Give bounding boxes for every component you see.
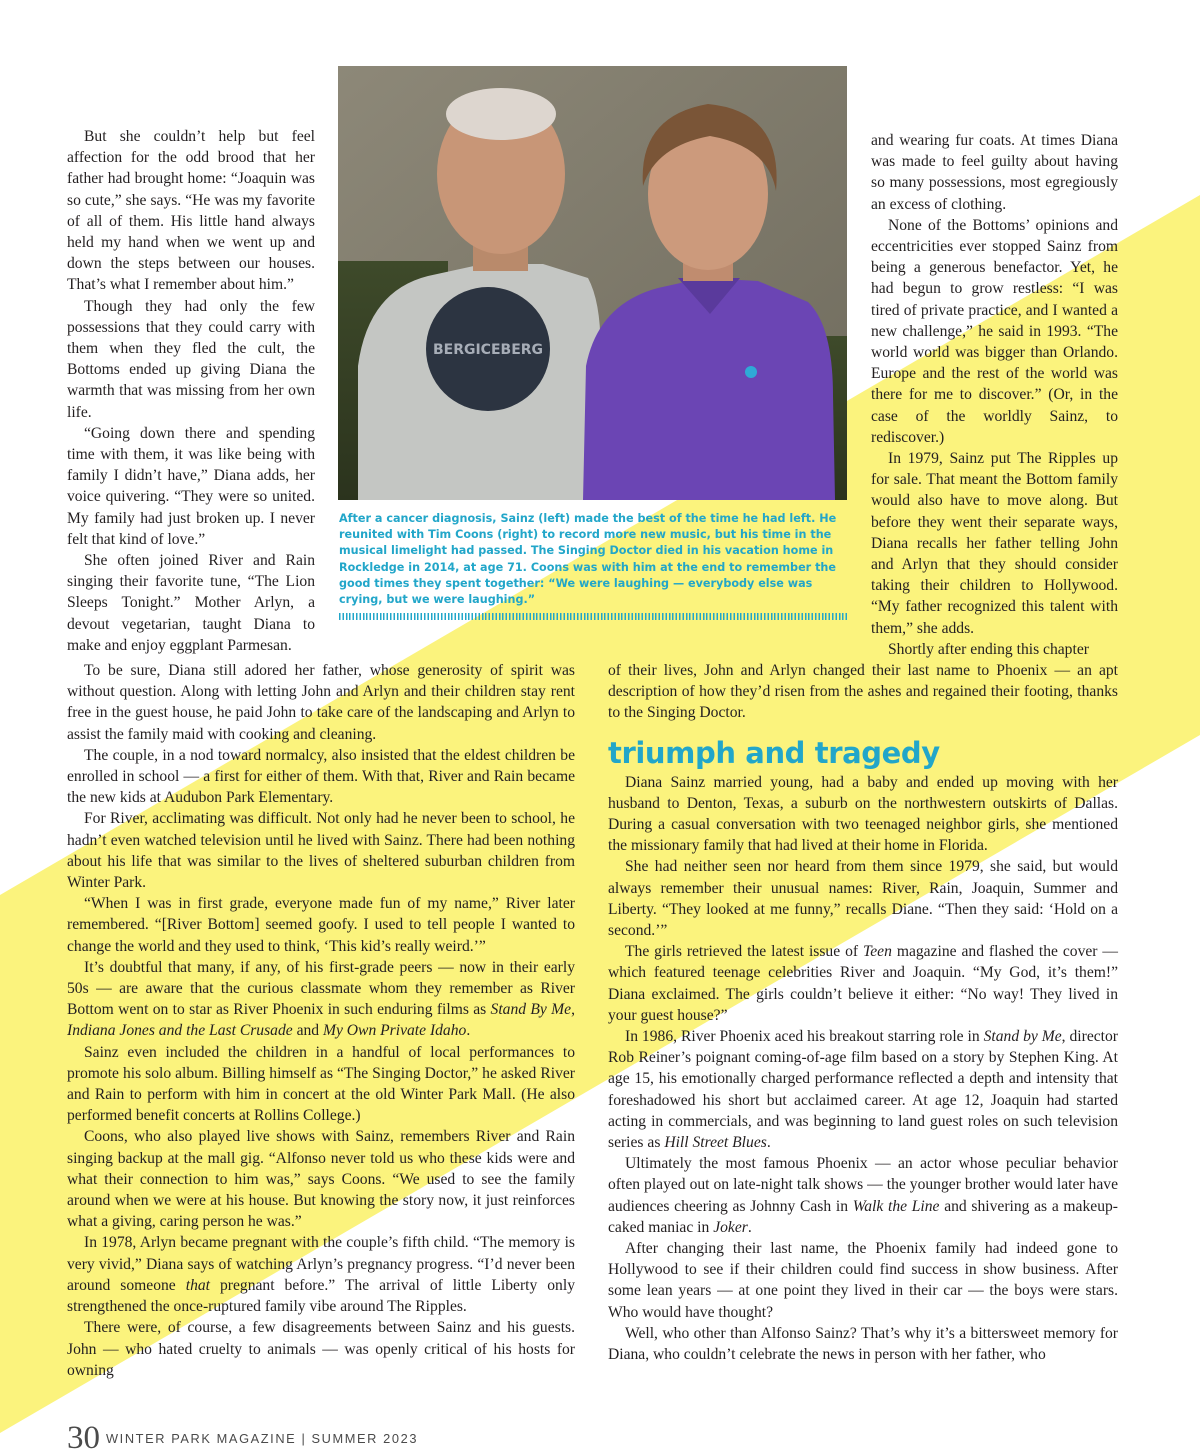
film-title: Stand by Me [983, 1028, 1062, 1046]
paragraph [67, 957, 575, 1042]
paragraph: After changing their last name, the Phoenix family had indeed gone to Hollywood to see if their children could find success in show business. After some lean years — at one point they lived in their car — the boys were stars. Who would have thought? [608, 1240, 1118, 1321]
magazine-name: WINTER PARK MAGAZINE | SUMMER 2023 [106, 1431, 419, 1446]
paragraph: Diana Sainz married young, had a baby and ended up moving with her husband to Denton, Texas, a suburb on the northwestern outskirts of Dallas. During a casual conversation with two teenaged neighbor girls, she mentioned the missionary family that had lived at their home in Florida. [608, 773, 1118, 855]
text-run: In 1986, River Phoenix aced his breakout starring role in [625, 1028, 980, 1046]
paragraph [608, 941, 1118, 1026]
paragraph: She often joined River and Rain singing their favorite tune, “The Lion Sleeps Tonight.” Mother Arlyn, a devout vegetarian, taught Diana to make and enjoy eggplant Parmesan. [67, 552, 315, 654]
paragraph: and wearing fur coats. At times Diana was made to feel guilty about having so many possessions, most egregiously an excess of clothing. [871, 132, 1118, 213]
text-run: , director Rob Reiner’s poignant coming-of-age film based on a story by Stephen King. At age 15, his emotionally charged performance reflected a depth and intensity that foreshadowed his short but acclaimed career. At age 12, Joaquin had started acting in commercials, and was beginning to land guest roles on such television series as [608, 1028, 1118, 1152]
emphasis: that [185, 1276, 210, 1294]
text-run: pregnant before.” The arrival of little Liberty only strengthened the once-ruptured family vibe around The Ripples. [67, 1276, 575, 1316]
text-run: . [747, 1218, 752, 1236]
folio [67, 1422, 418, 1455]
paragraph: Well, who other than Alfonso Sainz? That’s why it’s a bittersweet memory for Diana, who couldn’t celebrate the news in person with her father, who [608, 1324, 1118, 1364]
left-man-hair [446, 88, 556, 140]
paragraph: For River, acclimating was difficult. Not only had he never been to school, he hadn’t even watched television until he lived with Sainz. There had been nothing about his life that was similar to the lives of sheltered suburban children from Winter Park. [67, 810, 575, 892]
paragraph: There were, of course, a few disagreements between Sainz and his guests. John — who hated cruelty to animals — was openly critical of his hosts for owning [67, 1319, 575, 1379]
paragraph: “Going down there and spending time with them, it was like being with family I didn’t have,” Diana adds, her voice quivering. “They were so united. My family had just broken up. I never felt that kind of love.” [67, 424, 315, 548]
film-title: Indiana Jones and the Last Crusade [67, 1022, 293, 1040]
paragraph: “When I was in first grade, everyone made fun of my name,” River later remembered. “[River Bottom] seemed goofy. I used to tell people I wanted to change the world and they used to think, ‘This kid’s really weird.’” [67, 895, 575, 955]
section-heading: triumph and tragedy [608, 735, 940, 770]
left-column-top [67, 126, 315, 656]
right-column-top [871, 130, 1118, 660]
text-run: and [292, 1022, 323, 1040]
paragraph: Shortly after ending this chapter [888, 640, 1089, 658]
text-run: . [466, 1022, 471, 1040]
text-run: , [571, 1001, 575, 1019]
text-run: . [766, 1134, 771, 1152]
paragraph: To be sure, Diana still adored her father, whose generosity of spirit was without question. Along with letting John and Arlyn and their children stay rent free in the guest house, he paid John to take care of the landscaping and Arlyn to assist the family maid with cooking and cleaning. [67, 662, 575, 743]
page-number: 30 [67, 1420, 100, 1456]
film-title: Walk the Line [852, 1197, 940, 1215]
shirt-print-text: BERGICEBERG [432, 342, 544, 358]
paragraph: In 1979, Sainz put The Ripples up for sale. That meant the Bottom family would also have to move along. But before they went their separate ways, Diana recalls her father telling John and Arlyn that they should consider taking their children to Hollywood. “My father recognized this talent with them,” she adds. [871, 450, 1118, 637]
paragraph: She had neither seen nor heard from them since 1979, she said, but would always remember their unusual names: River, Rain, Joaquin, Summer and Liberty. “They looked at me funny,” recalls Diane. “Then they said: ‘Hold on a second.’” [608, 858, 1118, 940]
film-title: Joker [713, 1218, 748, 1236]
left-column [67, 660, 575, 1381]
text-run: In 1978, Arlyn became pregnant with the couple’s fifth child. “The memory is very vivid,” Diana says of watching Arlyn’s pregnancy progress. “I’d never been around someone [67, 1234, 575, 1294]
caption-rule [339, 613, 848, 620]
photo [338, 66, 847, 500]
paragraph: of their lives, John and Arlyn changed their last name to Phoenix — an apt description of how they’d risen from the ashes and regained their footing, thanks to the Singing Doctor. [608, 662, 1118, 722]
text-run: It’s doubtful that many, if any, of his first-grade peers — now in their early 50s — are aware that the curious classmate whom they remember as River Bottom went on to star as River Phoenix in such enduring films as [67, 958, 575, 1019]
text-run: magazine and flashed the cover — which featured teenage celebrities River and Joaquin. “My God, it’s them!” Diana exclaimed. The girls couldn’t believe it either: “No way! They lived in your guest house?” [608, 943, 1119, 1024]
film-title: Stand By Me [490, 1001, 572, 1019]
polo-logo [745, 366, 757, 378]
magazine-title: Teen [863, 943, 892, 961]
paragraph [608, 1153, 1118, 1238]
paragraph: The couple, in a nod toward normalcy, also insisted that the eldest children be enrolled in school — a first for either of them. With that, River and Rain became the new kids at Audubon Park Elementary. [67, 746, 575, 807]
paragraph [67, 1232, 575, 1317]
film-title: My Own Private Idaho [322, 1022, 467, 1040]
paragraph: Sainz even included the children in a handful of local performances to promote his solo album. Billing himself as “The Singing Doctor,” he asked River and Rain to perform with him in concert at the old Winter Park Mall. (He also performed benefit concerts at Rollins College.) [67, 1043, 575, 1125]
text-run: Ultimately the most famous Phoenix — an actor whose peculiar behavior often played out on late-night talk shows — the younger brother would later have audiences cheering as Johnny Cash in [608, 1155, 1118, 1215]
right-column [608, 660, 1118, 1365]
paragraph: But she couldn’t help but feel affection for the odd brood that her father had brought home: “Joaquin was so cute,” she says. “He was my favorite of all of them. His little hand always held my hand when we went up and down the steps between our houses. That’s what I remember about him.” [67, 128, 315, 294]
photo-caption: After a cancer diagnosis, Sainz (left) made the best of the time he had left. He reunited with Tim Coons (right) to record more new music, but his time in the musical limelight had passed. The Singing Doctor died in his vacation home in Rockledge in 2014, at age 71. Coons was with him at the end to remember the good times they spent together: “We were laughing — everybody else was crying, but we were laughing.” [339, 512, 837, 607]
paragraph [608, 1026, 1118, 1153]
text-run: and shivering as a makeup-caked maniac in [608, 1197, 1118, 1236]
paragraph: None of the Bottoms’ opinions and eccentricities ever stopped Sainz from being a generous benefactor. Yet, he had begun to grow restless: “I was tired of private practice, and I wanted a new challenge,” he said in 1993. “The world world was bigger than Orlando. Europe and the rest of the world was there for me to discover.” (Or, in the case of the worldly Sainz, to rediscover.) [871, 216, 1118, 446]
paragraph: Coons, who also played live shows with Sainz, remembers River and Rain singing backup at the mall gig. “Alfonso never told us who these kids were and what their connection to him was,” says Coons. “We used to see the family around when we were at his house. But knowing the story now, it just reinforces what a giving, caring person he was.” [67, 1128, 575, 1231]
paragraph: Though they had only the few possessions that they could carry with them when they fled the cult, the Bottoms ended up giving Diana the warmth that was missing from her own life. [67, 297, 315, 421]
tv-title: Hill Street Blues [664, 1134, 767, 1152]
text-run: The girls retrieved the latest issue of [625, 943, 859, 961]
